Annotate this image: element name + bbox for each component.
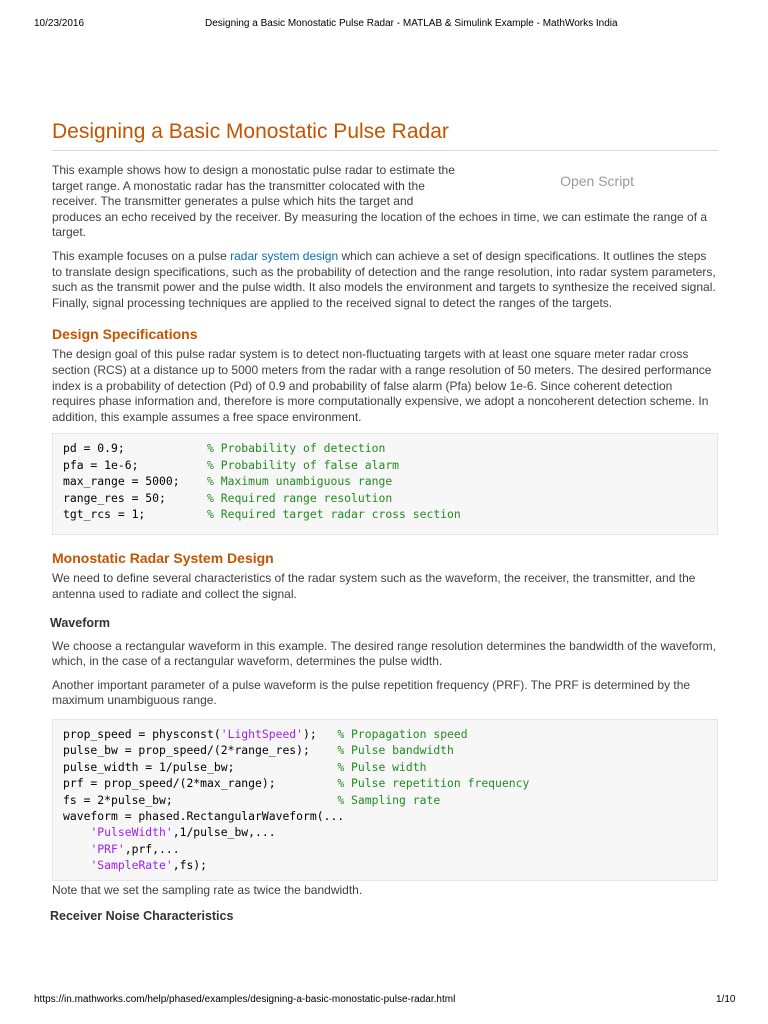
- code-comment: % Maximum unambiguous range: [207, 474, 393, 489]
- code-line: prop_speed = physconst(: [63, 726, 221, 741]
- code-line: );: [303, 726, 338, 741]
- print-footer-url: https://in.mathworks.com/help/phased/examples/designing-a-basic-monostatic-pulse-radar.html: [34, 994, 456, 1005]
- code-line: prf = prop_speed/(2*max_range);: [63, 776, 338, 791]
- waveform-heading: Waveform: [50, 615, 110, 630]
- design-specifications-heading: Design Specifications: [52, 326, 198, 343]
- waveform-paragraph-1: We choose a rectangular waveform in this example. The desired range resolution determines the bandwidth of the waveform, which, in the case of a rectangular waveform, determines the pulse width.: [52, 638, 716, 669]
- code-line: ,prf,...: [124, 841, 180, 856]
- code-line: pfa = 1e-6;: [63, 457, 208, 472]
- system-design-paragraph: We need to define several characteristics of the radar system such as the waveform, the receiver, the transmitter, and the antenna used to radiate and collect the signal.: [52, 571, 696, 601]
- code-comment: % Required target radar cross section: [207, 506, 461, 521]
- design-specs-code-block: [52, 433, 718, 535]
- code-indent: [63, 842, 90, 856]
- code-comment: % Probability of detection: [207, 441, 386, 456]
- intro-text-wide: produces an echo received by the receiver. By measuring the location of the echoes in time, we can estimate the range of a target.: [52, 209, 708, 240]
- code-comment: % Propagation speed: [337, 726, 468, 741]
- code-line: max_range = 5000;: [63, 474, 208, 489]
- code-line: pd = 0.9;: [63, 441, 208, 456]
- code-line: pulse_width = 1/pulse_bw;: [63, 759, 338, 774]
- code-comment: % Pulse width: [337, 759, 427, 774]
- waveform-code-block: [52, 719, 718, 881]
- code-line: pulse_bw = prop_speed/(2*range_res);: [63, 743, 338, 758]
- page-title: Designing a Basic Monostatic Pulse Radar: [52, 118, 718, 151]
- code-string: 'SampleRate': [90, 858, 173, 873]
- article: [52, 118, 718, 932]
- code-comment: % Pulse bandwidth: [337, 743, 454, 758]
- radar-system-design-link[interactable]: radar system design: [230, 248, 339, 263]
- intro-section: [52, 163, 718, 311]
- code-comment: % Required range resolution: [207, 490, 393, 505]
- system-design-heading: Monostatic Radar System Design: [52, 550, 274, 567]
- open-script-button[interactable]: Open Script: [560, 173, 634, 189]
- code-indent: [63, 825, 90, 839]
- receiver-noise-heading: Receiver Noise Characteristics: [50, 909, 234, 924]
- code-comment: % Pulse repetition frequency: [337, 776, 530, 791]
- code-line: range_res = 50;: [63, 490, 208, 505]
- intro-paragraph-2: [52, 249, 718, 311]
- code-string: 'PRF': [90, 841, 125, 856]
- code-comment: % Sampling rate: [337, 792, 441, 807]
- intro-p2-text-b: which can achieve a set of design specifications. It outlines the steps to translate design specifications, such as the probability of detection and the range resolution, into radar system parameters, such as the transmit power and the pulse width. It also models the environment and targets to synthesize the received signal. Finally, signal processing techniques are applied to the received signal to detect the ranges of the targets.: [52, 248, 716, 310]
- print-footer-page-number: 1/10: [716, 994, 736, 1005]
- print-header-title: Designing a Basic Monostatic Pulse Radar - MATLAB & Simulink Example - MathWorks India: [205, 18, 618, 29]
- code-comment: % Probability of false alarm: [207, 457, 400, 472]
- code-string: 'LightSpeed': [220, 726, 304, 741]
- code-line: waveform = phased.RectangularWaveform(...: [63, 808, 345, 823]
- waveform-paragraph-2: Another important parameter of a pulse waveform is the pulse repetition frequency (PRF). The PRF is determined by the maximum unambiguous range.: [52, 677, 691, 708]
- code-line: ,fs);: [172, 858, 208, 873]
- code-string: 'PulseWidth': [90, 825, 173, 840]
- code-line: fs = 2*pulse_bw;: [63, 792, 338, 807]
- code-line: ,1/pulse_bw,...: [172, 825, 276, 840]
- print-header-date: 10/23/2016: [34, 18, 85, 29]
- intro-text-narrow: This example shows how to design a monostatic pulse radar to estimate the target range. A monostatic radar has the transmitter colocated with the receiver. The transmitter generates a pulse which hits the target and: [52, 163, 455, 209]
- code-line: tgt_rcs = 1;: [63, 506, 208, 521]
- intro-p2-text-a: This example focuses on a pulse: [52, 248, 231, 263]
- design-specifications-paragraph: The design goal of this pulse radar system is to detect non-fluctuating targets with at least one square meter radar cross section (RCS) at a distance up to 5000 meters from the radar with a range resolution of 50 meters. The desired performance index is a probability of detection (Pd) of 0.9 and probability of false alarm (Pfa) below 1e-6. Since coherent detection requires phase information and, therefore is more computationally expensive, we adopt a noncoherent detection scheme. In addition, this example assumes a free space environment.: [52, 347, 712, 424]
- waveform-note: Note that we set the sampling rate as twice the bandwidth.: [52, 882, 363, 897]
- code-indent: [63, 858, 90, 872]
